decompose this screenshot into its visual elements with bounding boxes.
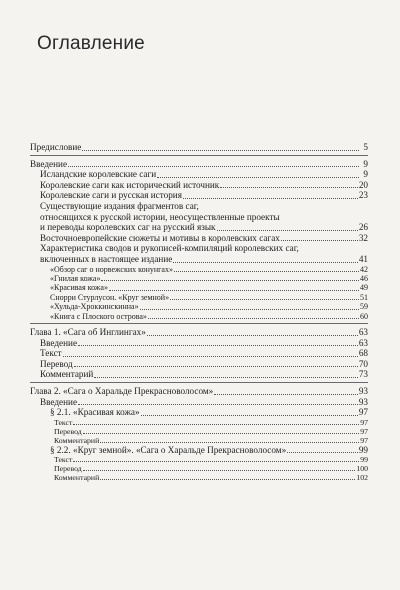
section-divider [30, 323, 368, 324]
toc-entry-label: Королевские саги как исторический источник [40, 179, 220, 190]
toc-entry [30, 455, 368, 464]
toc-entry-label: Снорри Стурлусон. «Круг земной» [50, 292, 170, 302]
toc-page-number: 59 [360, 302, 368, 312]
toc-entry [30, 159, 368, 170]
toc-entry [30, 445, 368, 456]
toc-page-number: 100 [356, 464, 368, 474]
dot-leader [183, 197, 358, 199]
toc-entry-label: Предисловие [30, 142, 82, 152]
toc-page-number: 63 [358, 326, 368, 337]
toc-entry [30, 427, 368, 436]
toc-entry-label: Введение [40, 337, 78, 348]
toc-page-number: 97 [360, 417, 368, 427]
toc-page-number: 49 [360, 283, 368, 293]
dot-leader [217, 229, 358, 231]
toc-entry [30, 293, 368, 302]
toc-entry-label: Восточноевропейские сюжеты и мотивы в королевских сагах [40, 232, 280, 243]
toc-page-number: 102 [356, 473, 368, 483]
toc-page-number: 93 [358, 385, 368, 396]
toc-entry-label: «Красивая кожа» [50, 283, 108, 293]
dot-leader [78, 344, 358, 346]
toc-page-number: 51 [360, 292, 368, 302]
toc-entry-label: Комментарий [40, 369, 94, 380]
dot-leader [287, 451, 358, 453]
toc-entry-label: Текст [54, 417, 73, 427]
dot-leader [63, 355, 358, 357]
toc-page-number: 9 [363, 169, 368, 180]
toc-entry [30, 386, 368, 397]
toc-entry-label: Текст [40, 348, 62, 359]
toc-entry-label: Комментарий [54, 435, 100, 445]
toc-entry-label: Введение [30, 158, 68, 169]
toc-entry [30, 142, 368, 153]
dot-leader [73, 423, 359, 425]
toc-entry-label: относящихся к русской истории, неосуществленные проекты [40, 211, 280, 222]
toc-entry-label: Введение [40, 396, 78, 407]
toc-entry-label: Королевские саги и русская история [40, 190, 182, 201]
toc-entry-label: § 2.1. «Красивая кожа» [50, 407, 140, 418]
dot-leader [157, 176, 359, 178]
toc-page-number: 70 [358, 358, 368, 369]
section-divider [30, 155, 368, 156]
dot-leader [170, 298, 359, 300]
dot-leader [173, 261, 358, 263]
toc-entry-label: Глава 1. «Сага об Инглингах» [30, 326, 146, 337]
dot-leader [74, 365, 358, 367]
toc-entry-label: Комментарий [54, 473, 100, 483]
dot-leader [174, 270, 359, 272]
toc-page-number: 73 [358, 369, 368, 380]
dot-leader [141, 414, 358, 416]
dot-leader [147, 334, 358, 336]
dot-leader [73, 460, 359, 462]
toc-entry-label: Перевод [54, 426, 82, 436]
toc-entry [30, 265, 368, 274]
dot-leader [83, 469, 356, 471]
dot-leader [100, 478, 355, 480]
toc-page-number: 42 [360, 264, 368, 274]
toc-entry-label: Исландские королевские саги [40, 169, 157, 180]
toc-entry [30, 436, 368, 445]
toc-entry [30, 201, 368, 233]
toc-entry [30, 190, 368, 201]
toc-entry [30, 302, 368, 311]
toc-page-number: 32 [358, 232, 368, 243]
dot-leader [214, 393, 358, 395]
toc-page-number: 23 [358, 190, 368, 201]
toc-page-number: 46 [360, 273, 368, 283]
toc-page-number: 60 [360, 311, 368, 321]
toc-entry [30, 327, 368, 338]
dot-leader [83, 432, 359, 434]
toc-entry [30, 348, 368, 359]
dot-leader [281, 239, 358, 241]
toc-entry [30, 359, 368, 370]
dot-leader [140, 308, 359, 310]
toc-entry [30, 397, 368, 408]
table-of-contents [30, 142, 368, 482]
toc-page-number: 26 [358, 222, 368, 233]
toc-page-number: 99 [360, 455, 368, 465]
toc-page-number: 41 [358, 253, 368, 264]
dot-leader [94, 376, 357, 378]
toc-entry-label: «Книга с Плоского острова» [50, 311, 147, 321]
toc-page-number: 97 [360, 426, 368, 436]
toc-entry-label: «Обзор саг о норвежских конунгах» [50, 264, 173, 274]
toc-entry [30, 418, 368, 427]
toc-page-number: 5 [363, 142, 368, 152]
page-title: Оглавление [37, 33, 145, 54]
toc-entry-label: «Гнилая кожа» [50, 273, 101, 283]
toc-entry [30, 407, 368, 418]
toc-entry-label: Текст [54, 455, 73, 465]
dot-leader [100, 441, 359, 443]
toc-entry-label: Характеристика сводов и рукописей-компиляций королевских саг, [40, 243, 299, 254]
toc-entry-label: Глава 2. «Сага о Харальде Прекрасноволосом» [30, 385, 214, 396]
toc-entry [30, 338, 368, 349]
toc-entry-label: «Хульда-Хроккинскинна» [50, 302, 139, 312]
dot-leader [82, 149, 359, 151]
toc-page-number: 9 [363, 158, 368, 169]
toc-entry [30, 473, 368, 482]
toc-page-number: 93 [358, 396, 368, 407]
toc-entry [30, 464, 368, 473]
toc-entry [30, 369, 368, 380]
dot-leader [78, 403, 358, 405]
toc-entry-label: Перевод [54, 464, 82, 474]
dot-leader [101, 279, 359, 281]
toc-entry [30, 312, 368, 321]
toc-page-number: 99 [358, 444, 368, 455]
toc-page-number: 97 [358, 407, 368, 418]
toc-entry [30, 169, 368, 180]
toc-entry-label: Существующие издания фрагментов саг, [40, 200, 199, 211]
toc-entry-label: Перевод [40, 358, 73, 369]
toc-entry-label: § 2.2. «Круг земной». «Сага о Харальде Прекрасноволосом» [50, 444, 287, 455]
toc-page-number: 63 [358, 337, 368, 348]
toc-entry [30, 243, 368, 264]
toc-page-number: 97 [360, 435, 368, 445]
toc-entry [30, 274, 368, 283]
toc-page-number: 68 [358, 348, 368, 359]
toc-entry [30, 283, 368, 292]
dot-leader [68, 165, 359, 167]
toc-entry-label: и переводы королевских саг на русский язык [40, 222, 216, 233]
dot-leader [220, 186, 358, 188]
dot-leader [109, 289, 359, 291]
toc-entry-label: включенных в настоящее издание [40, 253, 173, 264]
dot-leader [148, 317, 359, 319]
toc-page-number: 20 [358, 179, 368, 190]
section-divider [30, 382, 368, 383]
toc-entry [30, 180, 368, 191]
toc-entry [30, 233, 368, 244]
